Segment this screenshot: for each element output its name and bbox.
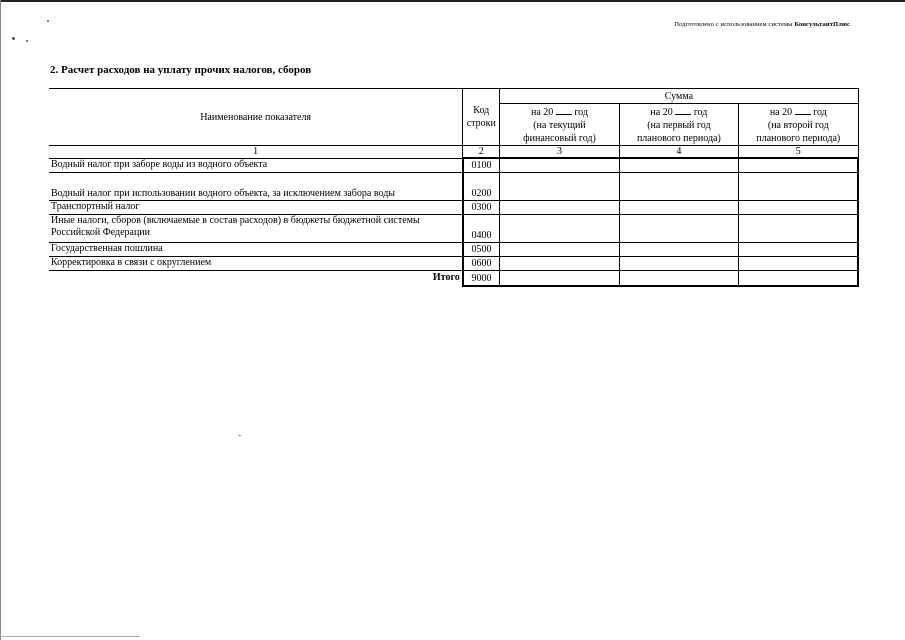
- period-line2: (на текущий: [533, 120, 586, 131]
- value-cell[interactable]: [500, 158, 619, 172]
- row-code: 0100: [463, 158, 500, 172]
- year-blank: [675, 105, 691, 115]
- period-line2: (на первый год: [647, 120, 711, 131]
- period-year-suffix: год: [693, 107, 708, 118]
- taxes-table: [49, 88, 859, 287]
- page-top-border: [0, 0, 905, 2]
- period-header-second-plan: [739, 104, 858, 146]
- scan-speck: [26, 40, 28, 42]
- total-code: 9000: [463, 270, 500, 286]
- year-blank: [795, 105, 811, 115]
- table-row: [49, 172, 858, 200]
- period-line3: планового периода): [756, 133, 841, 144]
- period-year-prefix: на 20: [769, 107, 793, 118]
- table-row: [49, 158, 858, 172]
- row-name: Государственная пошлина: [49, 242, 463, 256]
- period-header-first-plan: [619, 104, 738, 146]
- value-cell[interactable]: [739, 256, 858, 270]
- table-row: [49, 214, 858, 242]
- row-name: Водный налог при заборе воды из водного объекта: [49, 158, 463, 172]
- period-year-suffix: год: [574, 107, 588, 118]
- period-line3: финансовый год): [523, 133, 596, 144]
- row-name: Иные налоги, сборов (включаемые в состав расходов) в бюджеты бюджетной системы Российской Федерации: [49, 214, 463, 242]
- value-cell[interactable]: [619, 200, 738, 214]
- header-row-1: [49, 89, 858, 104]
- prepared-brand: КонсультантПлюс: [794, 21, 850, 28]
- period-year-suffix: год: [813, 107, 827, 118]
- column-number: 3: [500, 146, 619, 159]
- value-cell[interactable]: [619, 242, 738, 256]
- row-code: 0200: [463, 172, 500, 200]
- column-number: 5: [739, 146, 858, 159]
- period-line2: (на второй год: [767, 120, 829, 131]
- prepared-prefix: Подготовлено с использованием системы: [674, 21, 793, 28]
- value-cell[interactable]: [739, 172, 858, 200]
- scan-mark: [238, 435, 241, 436]
- row-name: Корректировка в связи с округлением: [49, 256, 463, 270]
- total-label: Итого: [49, 270, 463, 286]
- prepared-with-note: [674, 21, 850, 28]
- value-cell[interactable]: [619, 256, 738, 270]
- table-row: [49, 256, 858, 270]
- value-cell[interactable]: [739, 158, 858, 172]
- value-cell[interactable]: [739, 214, 858, 242]
- scan-speck: [12, 37, 15, 40]
- value-cell[interactable]: [619, 158, 738, 172]
- value-cell[interactable]: [500, 172, 619, 200]
- total-value-cell[interactable]: [739, 270, 858, 286]
- col-code-header-line1: Код: [473, 105, 490, 116]
- row-name: Водный налог при использовании водного объекта, за исключением забора воды: [49, 172, 463, 200]
- value-cell[interactable]: [500, 242, 619, 256]
- col-code-header-line2: строки: [466, 118, 496, 129]
- row-code: 0500: [463, 242, 500, 256]
- section-title: 2. Расчет расходов на уплату прочих налогов, сборов: [50, 64, 312, 76]
- scan-mark: [0, 636, 140, 637]
- value-cell[interactable]: [619, 172, 738, 200]
- table-row: [49, 200, 858, 214]
- year-blank: [556, 105, 572, 115]
- value-cell[interactable]: [739, 242, 858, 256]
- col-code-header: [463, 89, 500, 146]
- total-value-cell[interactable]: [500, 270, 619, 286]
- total-value-cell[interactable]: [619, 270, 738, 286]
- sum-header: Сумма: [500, 89, 858, 104]
- value-cell[interactable]: [500, 256, 619, 270]
- value-cell[interactable]: [500, 200, 619, 214]
- value-cell[interactable]: [739, 200, 858, 214]
- table-row: [49, 242, 858, 256]
- column-number: 1: [49, 146, 463, 159]
- col-name-header: Наименование показателя: [49, 89, 463, 146]
- column-number-row: [49, 146, 858, 159]
- column-number: 2: [463, 146, 500, 159]
- page-left-border: [0, 0, 1, 640]
- row-name: Транспортный налог: [49, 200, 463, 214]
- period-line3: планового периода): [636, 133, 721, 144]
- row-code: 0400: [463, 214, 500, 242]
- row-code: 0600: [463, 256, 500, 270]
- value-cell[interactable]: [619, 214, 738, 242]
- period-header-current: [500, 104, 619, 146]
- period-year-prefix: на 20: [650, 107, 673, 118]
- scan-speck: [47, 20, 49, 22]
- total-row: [49, 270, 858, 286]
- column-number: 4: [619, 146, 738, 159]
- row-code: 0300: [463, 200, 500, 214]
- value-cell[interactable]: [500, 214, 619, 242]
- period-year-prefix: на 20: [531, 107, 554, 118]
